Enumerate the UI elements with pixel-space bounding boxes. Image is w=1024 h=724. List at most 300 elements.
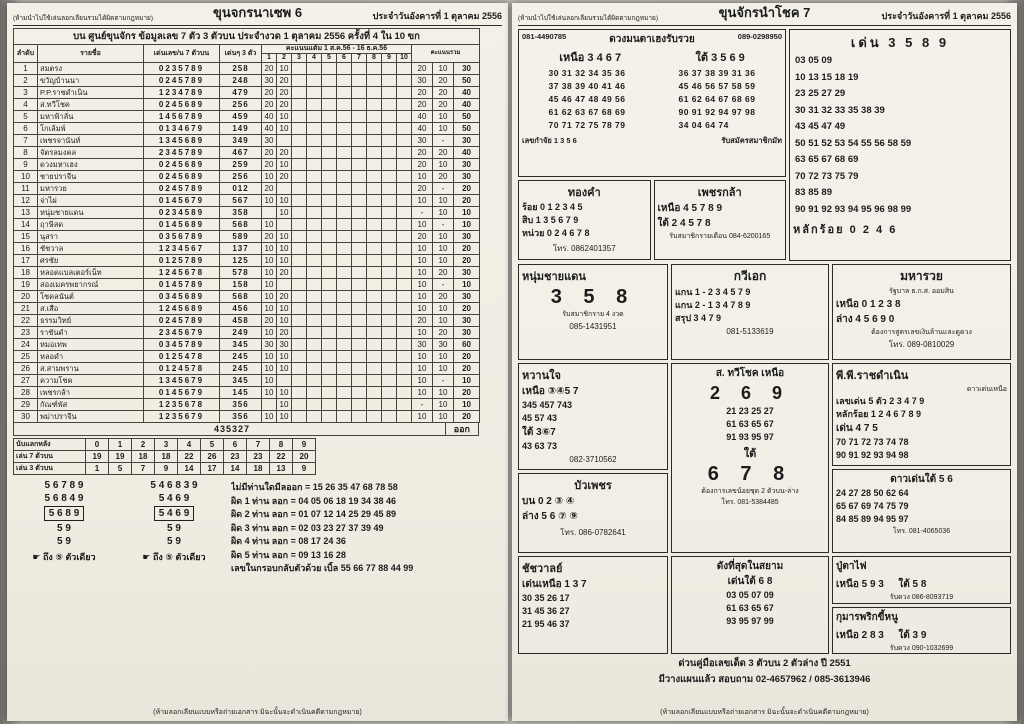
table-cell: ชัชวาล [38,243,144,255]
table-cell [397,147,412,159]
table-cell [307,339,322,351]
wanjai-lines [522,399,664,425]
table-cell: 10 [277,231,292,243]
box-den3589 [789,29,1011,261]
table-cell: หมอเทพ [38,339,144,351]
text-line: 36 37 38 39 31 36 [678,68,756,78]
table-cell: มหารวย [38,183,144,195]
table-cell: 20 [277,291,292,303]
table-cell: 10 [433,303,454,315]
text-line: ร้อย 0 1 2 3 4 5 [522,202,583,212]
table-cell: 1235679 [144,411,220,423]
left-page-title: ขุนจกรนาเซพ 6 [212,5,303,20]
score-col-header: 2 [277,54,292,63]
table-cell: 10 [412,327,433,339]
table-cell: 158 [220,279,262,291]
table-cell [337,351,352,363]
table-cell [382,219,397,231]
text-line: ผิด 5 ท่าน ลอก = 09 13 16 28 [231,549,346,560]
box-putafai [832,556,1011,604]
kuman-north: เหนือ 2 8 3 [836,629,884,641]
tally-cell: 7 [132,463,155,475]
thongkham-title: ทองคำ [567,187,601,199]
table-cell [382,315,397,327]
table-row [14,375,480,387]
tally-cell: 19 [109,451,132,463]
daodentai-title: ดาวเด่นใต้ 5 6 [890,474,953,486]
table-cell: 10 [262,267,277,279]
text-line: 45 46 56 57 58 59 [678,81,756,91]
dangthisut-lines [675,589,825,628]
wanjai-phone: 082-3710562 [569,455,617,464]
duang-phone-right: 089-0298950 [737,32,782,41]
table-cell: 24 [14,339,38,351]
phetkla-north: เหนือ 4 5 7 8 9 [657,203,723,214]
table-cell [367,171,382,183]
table-cell: 30 [412,75,433,87]
table-cell: 40 [454,147,480,159]
table-cell [352,75,367,87]
text-line: 63 65 67 68 69 [795,154,859,165]
table-cell: 259 [220,159,262,171]
table-cell [307,399,322,411]
table-cell: 10 [277,303,292,315]
table-cell: 20 [454,351,480,363]
text-line: ผิด 2 ท่าน ลอก = 01 07 12 14 25 29 45 89 [231,509,396,519]
table-cell: ดวงมหาเฮง [38,159,144,171]
text-line: แกน 1 - 2 3 4 5 7 9 [675,287,751,297]
table-cell [367,99,382,111]
band-2 [518,264,1011,360]
table-cell: 12 [14,195,38,207]
table-cell [322,339,337,351]
text-line: 03 05 09 [795,55,832,66]
table-cell [352,123,367,135]
table-cell [307,87,322,99]
table-row [14,171,480,183]
box-numchaidan [518,264,668,360]
den3589-lines [793,53,1007,218]
table-cell: 10 [412,291,433,303]
table-cell: 578 [220,267,262,279]
table-cell: 30 [454,267,480,279]
table-cell [322,327,337,339]
tally-table [13,438,316,475]
table-cell [367,267,382,279]
table-cell: 1245689 [144,303,220,315]
table-cell [352,303,367,315]
table-cell: 10 [433,159,454,171]
gold-row [518,180,786,260]
table-cell: 10 [277,363,292,375]
table-cell: 27 [14,375,38,387]
table-cell: 467 [220,147,262,159]
pyramid-line: 5 9 [167,523,181,534]
table-cell [277,135,292,147]
table-cell: 0134679 [144,123,220,135]
duang-north: เหนือ 3 4 6 7 [559,52,622,64]
table-cell [292,183,307,195]
table-cell [337,219,352,231]
table-cell: 589 [220,231,262,243]
band-3-col-3 [832,363,1011,553]
table-cell [367,231,382,243]
table-cell: 10 [433,255,454,267]
table-cell: หลอดแบลเตอร์เน็ท [38,267,144,279]
table-cell [352,315,367,327]
table-cell: 10 [262,279,277,291]
text-line: 90 91 92 93 94 98 [836,450,909,460]
table-row [14,231,480,243]
pyramid-2 [123,479,225,576]
table-cell [337,315,352,327]
table-cell: 20 [433,75,454,87]
table-cell: สองเมครพยากรณ์ [38,279,144,291]
table-cell [292,207,307,219]
table-cell [352,255,367,267]
table-cell [337,207,352,219]
table-cell [337,159,352,171]
table-cell [307,135,322,147]
table-cell [367,387,382,399]
table-cell: ส.เสือ [38,303,144,315]
table-cell [337,363,352,375]
table-cell [397,399,412,411]
duang-lucky: เลขกำจัย 1 3 5 6 [522,136,577,145]
table-cell: 10 [412,243,433,255]
table-cell: หลอดำ [38,351,144,363]
table-cell [307,267,322,279]
table-cell: 40 [412,123,433,135]
table-cell: 0345689 [144,291,220,303]
table-cell [337,399,352,411]
table-cell: 1245678 [144,267,220,279]
text-line: 31 45 36 27 [522,606,570,616]
table-cell: 10 [433,111,454,123]
thaweechok-note: ต้องการเลขน้อยชุด 2 ตัวบน-ล่าง [701,488,799,495]
table-cell: 10 [433,243,454,255]
text-line: 43 63 73 [522,441,558,451]
table-cell [352,411,367,423]
table-cell: 10 [262,411,277,423]
tally-cell: 1 [109,439,132,451]
table-cell: 356 [220,411,262,423]
table-cell [397,231,412,243]
table-cell [322,147,337,159]
tally-row [14,463,316,475]
tally-label: เล่น 3 ตัวบน [14,463,86,475]
table-cell [397,171,412,183]
table-cell: 19 [14,279,38,291]
table-cell: - [412,207,433,219]
table-row [14,195,480,207]
table-cell: 10 [262,195,277,207]
table-cell: 20 [454,243,480,255]
wanjai-south: ใต้ 3⑥7 [522,427,556,438]
table-cell: 20 [412,99,433,111]
numchaidan-phone: 085-1431951 [569,322,617,331]
pyramid-line [13,505,115,522]
table-cell [307,291,322,303]
table-cell: 1235678 [144,399,220,411]
table-cell: 0145679 [144,195,220,207]
table-cell: 1234567 [144,243,220,255]
duang-member: รับสมัครสมาชิกมัท [721,136,782,145]
duang-south: ใต้ 3 5 6 9 [695,52,745,64]
table-cell [382,171,397,183]
table-cell: 30 [454,171,480,183]
text-line: 91 93 95 97 [726,432,774,442]
right-header [518,6,1011,26]
table-cell [352,279,367,291]
table-cell: 17 [14,255,38,267]
table-cell [292,195,307,207]
table-cell: 29 [14,399,38,411]
score-col-header: 3 [292,54,307,63]
table-cell [382,87,397,99]
pp-title: พี.พี.ราชดำเนิน [836,370,909,382]
text-line: 37 38 39 40 41 46 [548,81,626,91]
table-cell [367,339,382,351]
table-cell [382,231,397,243]
table-cell [352,267,367,279]
table-cell [397,207,412,219]
table-cell [322,87,337,99]
table-cell: 20 [433,147,454,159]
table-cell [367,411,382,423]
table-cell: 15 [14,231,38,243]
left-header-note: (ห้ามนำไปใช้เล่นลอกเลียนรวมได้ผิดตามกฎหมาย) [13,15,153,22]
table-row [14,219,480,231]
score-col-header: 4 [307,54,322,63]
table-cell [352,195,367,207]
pyramid-line [123,505,225,522]
table-cell [307,387,322,399]
table-cell [352,291,367,303]
table-cell [292,99,307,111]
table-cell: 20 [433,87,454,99]
table-cell: 10 [433,363,454,375]
tally-cell: 8 [270,439,293,451]
tally-cell: 14 [224,463,247,475]
table-cell [337,111,352,123]
numchaidan-title: หนุ่มชายแดน [522,271,586,283]
table-cell: 10 [454,207,480,219]
table-cell [307,147,322,159]
table-cell: 30 [454,315,480,327]
table-cell: 2345679 [144,327,220,339]
table-cell [397,363,412,375]
score-col-header: 6 [337,54,352,63]
table-cell: - [412,399,433,411]
table-cell: 10 [454,279,480,291]
table-cell [397,135,412,147]
table-cell [382,99,397,111]
table-cell [307,171,322,183]
table-cell: 568 [220,291,262,303]
pp-line-3: เด่น 4 7 5 [836,423,878,434]
maharuay-title: มหารวย [900,269,943,283]
table-cell: 5 [14,111,38,123]
kawiek-lines [675,286,825,325]
text-line: 61 62 63 67 68 69 [548,107,626,117]
table-row [14,363,480,375]
text-line: สิบ 1 3 5 6 7 9 [522,215,579,225]
wanjai-title: หวานใจ [522,370,561,382]
table-cell: 20 [433,327,454,339]
table-cell: 10 [262,351,277,363]
table-cell: 30 [412,135,433,147]
table-cell [382,399,397,411]
tally-cell: 13 [270,463,293,475]
table-cell [307,375,322,387]
table-cell: 13 [14,207,38,219]
col-header-three: เด่นๆ 3 ตัว [220,45,262,63]
table-cell: 50 [454,75,480,87]
table-cell: หนุ่มชายแดน [38,207,144,219]
pyramid-line: 5 6 7 8 9 [44,480,84,491]
table-cell [337,123,352,135]
table-cell: 479 [220,87,262,99]
table-cell [292,399,307,411]
table-cell: 20 [454,303,480,315]
table-cell: พม่าปราจีน [38,411,144,423]
table-cell [292,291,307,303]
table-cell: 456 [220,303,262,315]
table-cell [322,99,337,111]
table-cell: 25 [14,351,38,363]
table-cell [337,303,352,315]
table-cell [367,123,382,135]
dangthisut-title: ดังที่สุดในสยาม [716,561,784,572]
table-cell: 1345689 [144,135,220,147]
table-cell [262,207,277,219]
table-cell: 10 [412,303,433,315]
table-cell [352,99,367,111]
table-cell [292,135,307,147]
table-cell: 20 [277,75,292,87]
table-cell [367,135,382,147]
text-line: 61 63 65 67 [726,603,774,613]
wanjai-north: เหนือ ③④5 7 [522,386,579,397]
table-cell [382,147,397,159]
score-col-header: 10 [397,54,412,63]
table-cell: 10 [433,123,454,135]
tally-cell: 9 [293,439,316,451]
out-row [13,423,479,436]
table-cell [382,63,397,75]
table-cell [337,147,352,159]
table-row [14,135,480,147]
table-cell [397,111,412,123]
table-cell: 10 [262,291,277,303]
tally-cell: 6 [224,439,247,451]
table-cell: 21 [14,303,38,315]
table-cell: 20 [277,87,292,99]
table-cell: 20 [277,99,292,111]
table-cell: 30 [433,339,454,351]
table-cell [397,255,412,267]
table-cell: 4 [14,99,38,111]
duang-north-south [522,48,782,66]
maharuay-south: ล่าง 4 5 6 9 0 [836,314,895,325]
table-cell [322,375,337,387]
score-col-header: 7 [352,54,367,63]
kawiek-phone: 081-5133619 [726,327,774,336]
table-cell [337,63,352,75]
text-line: 45 46 47 48 49 56 [548,94,626,104]
table-cell: 256 [220,99,262,111]
phetkla-south: ใต้ 2 4 5 7 8 [657,218,711,229]
text-line: ผิด 3 ท่าน ลอก = 02 03 23 27 37 39 49 [231,522,384,533]
table-cell [397,279,412,291]
table-cell [367,147,382,159]
table-cell: 10 [262,327,277,339]
table-cell [352,231,367,243]
text-line: 70 71 72 73 74 78 [836,437,909,447]
table-cell: 0234589 [144,207,220,219]
table-cell: ชายปราจีน [38,171,144,183]
table-cell [397,159,412,171]
table-cell [307,243,322,255]
table-cell [382,255,397,267]
table-cell: 26 [14,363,38,375]
table-cell [322,111,337,123]
pyramid-boxed-numbers: 5 6 8 9 [44,506,85,521]
table-row [14,339,480,351]
thongkham-phone: โทร. 0862401357 [552,244,616,253]
table-cell [352,87,367,99]
kuman-title: กุมารพริกขี้หนู [836,611,898,623]
band-3-col-1 [518,363,668,553]
table-cell: 30 [412,339,433,351]
table-cell: 20 [412,159,433,171]
table-cell [322,279,337,291]
table-cell [367,351,382,363]
table-cell [322,171,337,183]
table-cell [352,399,367,411]
table-cell [292,315,307,327]
table-cell [382,123,397,135]
table-cell: ความโชค [38,375,144,387]
tally-cell: 5 [201,439,224,451]
table-cell [337,375,352,387]
table-cell: 0125478 [144,351,220,363]
box-kawiek [671,264,829,360]
table-cell: 0245789 [144,75,220,87]
den3589-title: เด่น 3 5 8 9 [850,35,950,50]
text-line: 23 25 27 29 [795,88,846,99]
table-cell: 012 [220,183,262,195]
pyramid-1 [13,479,115,576]
tally-cell: 5 [109,463,132,475]
text-line: เลขในกรอบกลับตัวด้วย เบิ้ล 55 66 77 88 44 99 [231,563,414,573]
table-cell [352,243,367,255]
text-line: 61 62 64 67 68 69 [678,94,756,104]
table-cell [397,315,412,327]
wanjai-lines-2 [522,440,664,453]
out-label: ออก [445,423,478,435]
table-cell: 40 [262,111,277,123]
table-cell [337,195,352,207]
table-row [14,147,480,159]
box-pp-ratchadamnoen [832,363,1011,466]
table-cell: มหาฟ้าลั่น [38,111,144,123]
table-cell: 10 [277,195,292,207]
band-4-col-3 [832,556,1011,654]
table-cell [352,111,367,123]
table-cell: 0145789 [144,279,220,291]
